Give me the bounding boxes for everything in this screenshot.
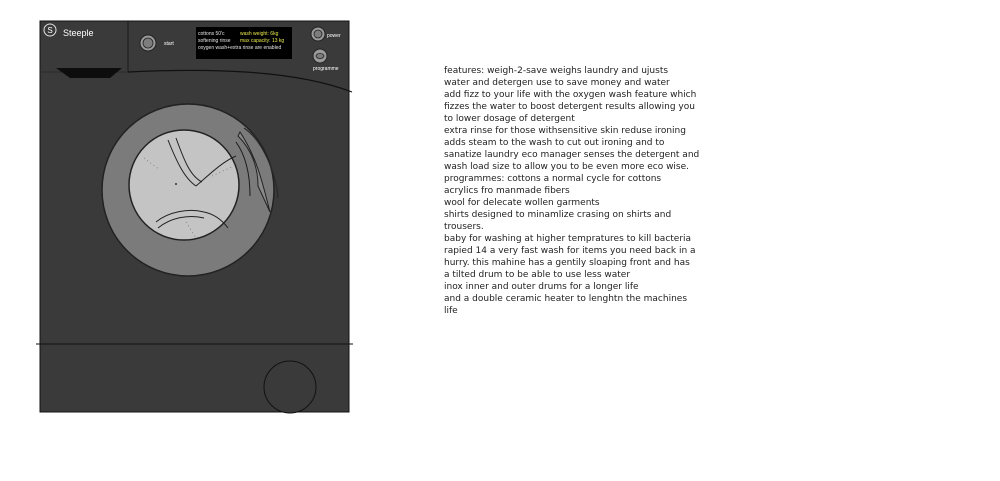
logo-letter: S xyxy=(47,26,53,35)
filter-hatch[interactable] xyxy=(264,361,316,413)
programme-label: programme xyxy=(313,66,339,72)
description-line: trousers. xyxy=(444,222,484,232)
start-label: start xyxy=(164,41,174,47)
drum-center xyxy=(175,183,177,185)
description-line: wool for delecate wollen garments xyxy=(444,198,600,208)
power-icon xyxy=(314,30,322,38)
display-line-program: cottons 50'c xyxy=(198,31,225,37)
start-icon xyxy=(143,38,153,48)
description-line: wash load size to allow you to be even more eco wise. xyxy=(444,162,690,172)
description-line: acrylics fro manmade fibers xyxy=(444,186,570,196)
description-line: add fizz to your life with the oxygen wash feature which xyxy=(444,90,697,100)
description-line: life xyxy=(444,306,458,316)
washing-machine xyxy=(0,0,380,481)
description-line: adds steam to the wash to cut out ironing and to xyxy=(444,138,665,148)
door-glass xyxy=(129,130,239,240)
brand-logo xyxy=(44,24,56,36)
description-line: to lower dosage of detergent xyxy=(444,114,575,124)
description-line: programmes: cottons a normal cycle for cottons xyxy=(444,174,662,184)
description-line: fizzes the water to boost detergent results allowing you xyxy=(444,102,695,112)
description-line: shirts designed to minamlize crasing on shirts and xyxy=(444,210,672,220)
display-wash-weight: wash weight: 6kg xyxy=(240,31,279,37)
description-line: rapied 14 a very fast wash for items you need back in a xyxy=(444,246,696,256)
start-button[interactable] xyxy=(140,35,156,51)
description-line: a tilted drum to be able to use less water xyxy=(444,270,631,280)
brand-name: Steeple xyxy=(63,28,94,38)
description-line: sanatize laundry eco manager senses the detergent and xyxy=(444,150,700,160)
power-label: power xyxy=(327,33,341,39)
power-button[interactable] xyxy=(311,27,325,41)
display-line-rinse: softening rinse xyxy=(198,38,231,44)
description-line: features: weigh-2-save weighs laundry and ujusts xyxy=(444,66,669,76)
display-line-options: oxygen wash+extra rinse are enabled xyxy=(198,45,282,51)
description-line: water and detergen use to save money and water xyxy=(444,78,670,88)
description-line: baby for washing at higher tempratures to kill bacteria xyxy=(444,234,692,244)
display-max-capacity: max capacity: 13 kg xyxy=(240,38,285,44)
description-line: extra rinse for those withsensitive skin reduse ironing xyxy=(444,126,686,136)
description-line: hurry. this mahine has a gentily sloaping front and has xyxy=(444,258,690,268)
programme-icon xyxy=(316,54,324,59)
product-description xyxy=(444,65,700,317)
description-line: inox inner and outer drums for a longer life xyxy=(444,282,639,292)
programme-button[interactable] xyxy=(313,49,327,63)
description-line: and a double ceramic heater to lenghtn the machines xyxy=(444,294,688,304)
